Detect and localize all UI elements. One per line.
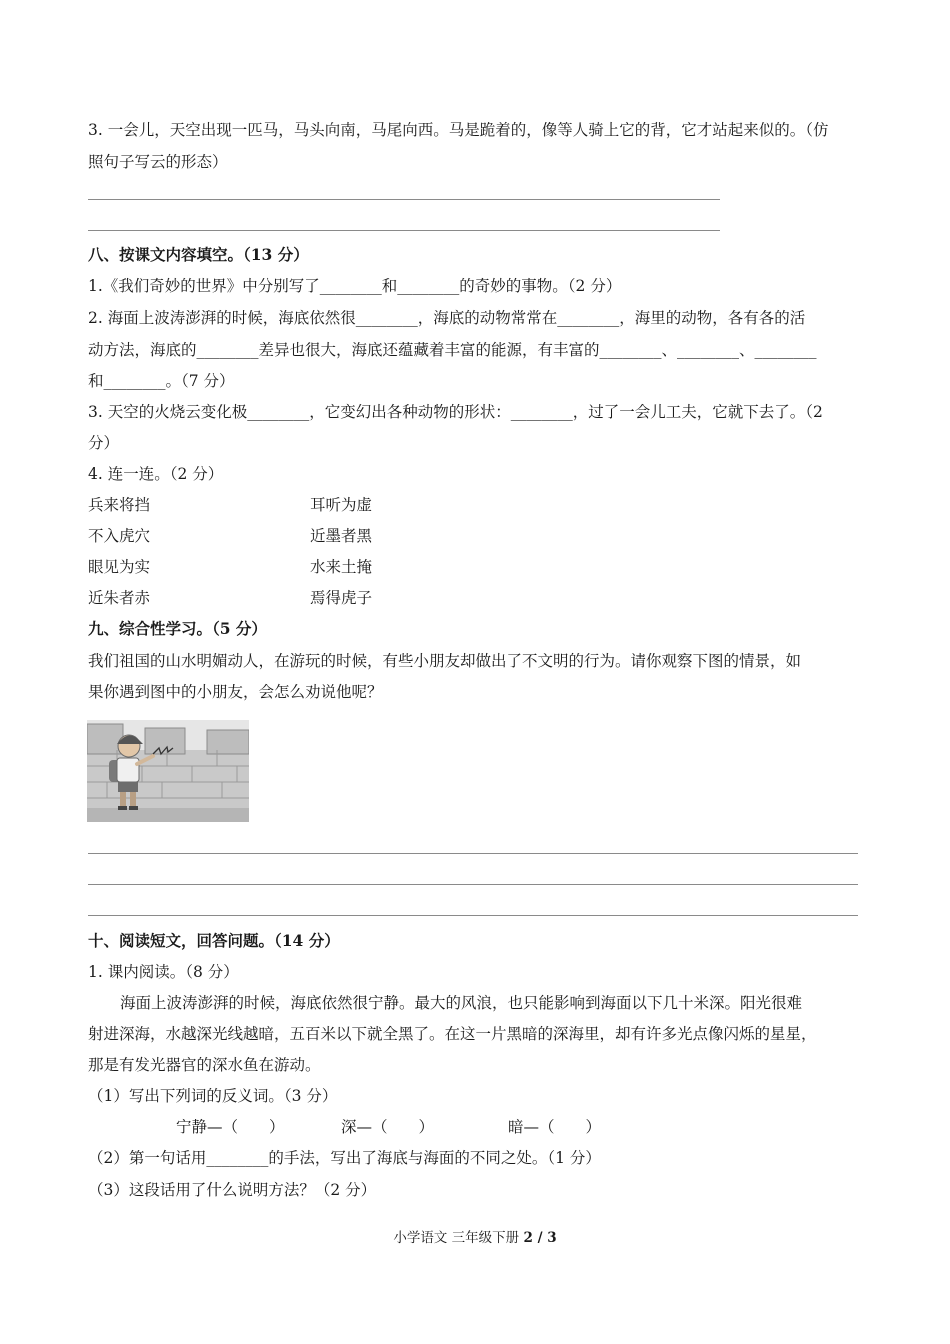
answer-line[interactable]	[88, 199, 720, 200]
answer-line[interactable]	[88, 915, 858, 916]
answer-line[interactable]	[88, 230, 720, 231]
match-left-item[interactable]: 兵来将挡	[88, 496, 151, 514]
match-row	[88, 495, 864, 515]
page-footer	[0, 1229, 950, 1247]
section8-q3-line1: 3. 天空的火烧云变化极________，它变幻出各种动物的形状：________，过了一会儿工夫，它就下去了。（2	[88, 403, 823, 421]
footer-text: 小学语文 三年级下册	[393, 1230, 524, 1246]
q7-3-line2: 照句子写云的形态）	[88, 153, 228, 171]
section8-q3-line2: 分）	[88, 434, 120, 452]
section10-sub3: （3）这段话用了什么说明方法？（2 分）	[88, 1181, 377, 1199]
match-right-item[interactable]: 水来土掩	[310, 558, 373, 576]
antonym-item[interactable]: 深—（ ）	[341, 1118, 435, 1136]
match-left-item[interactable]: 眼见为实	[88, 558, 151, 576]
match-row	[88, 557, 864, 577]
section8-q2-line1: 2. 海面上波涛澎湃的时候，海底依然很________，海底的动物常常在________，海里的动物，各有各的活	[88, 309, 806, 327]
antonym-item[interactable]: 暗—（ ）	[508, 1118, 602, 1136]
antonym-item[interactable]: 宁静—（ ）	[176, 1118, 285, 1136]
section9-title: 九、综合性学习。（5 分）	[88, 619, 267, 638]
match-right-item[interactable]: 焉得虎子	[310, 589, 373, 607]
section8-q2-line2: 动方法，海底的________差异也很大，海底还蕴藏着丰富的能源，有丰富的________、________、________	[88, 341, 817, 359]
page-number: 2 / 3	[523, 1230, 557, 1246]
section8-q2-line3: 和________。（7 分）	[88, 372, 235, 390]
match-left-item[interactable]: 不入虎穴	[88, 527, 151, 545]
match-right-item[interactable]: 耳听为虚	[310, 496, 373, 514]
section9-prompt-line1: 我们祖国的山水明媚动人，在游玩的时候，有些小朋友却做出了不文明的行为。请你观察下图的情景，如	[88, 652, 802, 670]
answer-line[interactable]	[88, 853, 858, 854]
match-right-item[interactable]: 近墨者黑	[310, 527, 373, 545]
answer-line[interactable]	[88, 884, 858, 885]
section10-sub2: （2）第一句话用________的手法，写出了海底与海面的不同之处。（1 分）	[88, 1149, 601, 1167]
match-row	[88, 526, 864, 546]
section10-title: 十、阅读短文，回答问题。（14 分）	[88, 931, 340, 950]
boy-scribbling-on-great-wall-illustration	[87, 720, 249, 822]
section8-title: 八、按课文内容填空。（13 分）	[88, 245, 309, 264]
match-left-item[interactable]: 近朱者赤	[88, 589, 151, 607]
q7-3-line1: 3. 一会儿，天空出现一匹马，马头向南，马尾向西。马是跪着的，像等人骑上它的背，它才站起来似的。（仿	[88, 121, 829, 139]
section10-sub1: （1）写出下列词的反义词。（3 分）	[88, 1087, 338, 1105]
passage-line1: 海面上波涛澎湃的时候，海底依然很宁静。最大的风浪，也只能影响到海面以下几十米深。阳光很难	[120, 994, 803, 1012]
section8-q4: 4. 连一连。（2 分）	[88, 465, 224, 483]
section9-prompt-line2: 果你遇到图中的小朋友，会怎么劝说他呢？	[88, 683, 383, 701]
section8-q1: 1.《我们奇妙的世界》中分别写了________和________的奇妙的事物。（2 分）	[88, 277, 622, 295]
match-row	[88, 588, 864, 608]
section10-q1: 1. 课内阅读。（8 分）	[88, 963, 239, 981]
passage-line3: 那是有发光器官的深水鱼在游动。	[88, 1056, 321, 1074]
passage-line2: 射进深海，水越深光线越暗，五百米以下就全黑了。在这一片黑暗的深海里，却有许多光点像闪烁的星星，	[88, 1025, 817, 1043]
